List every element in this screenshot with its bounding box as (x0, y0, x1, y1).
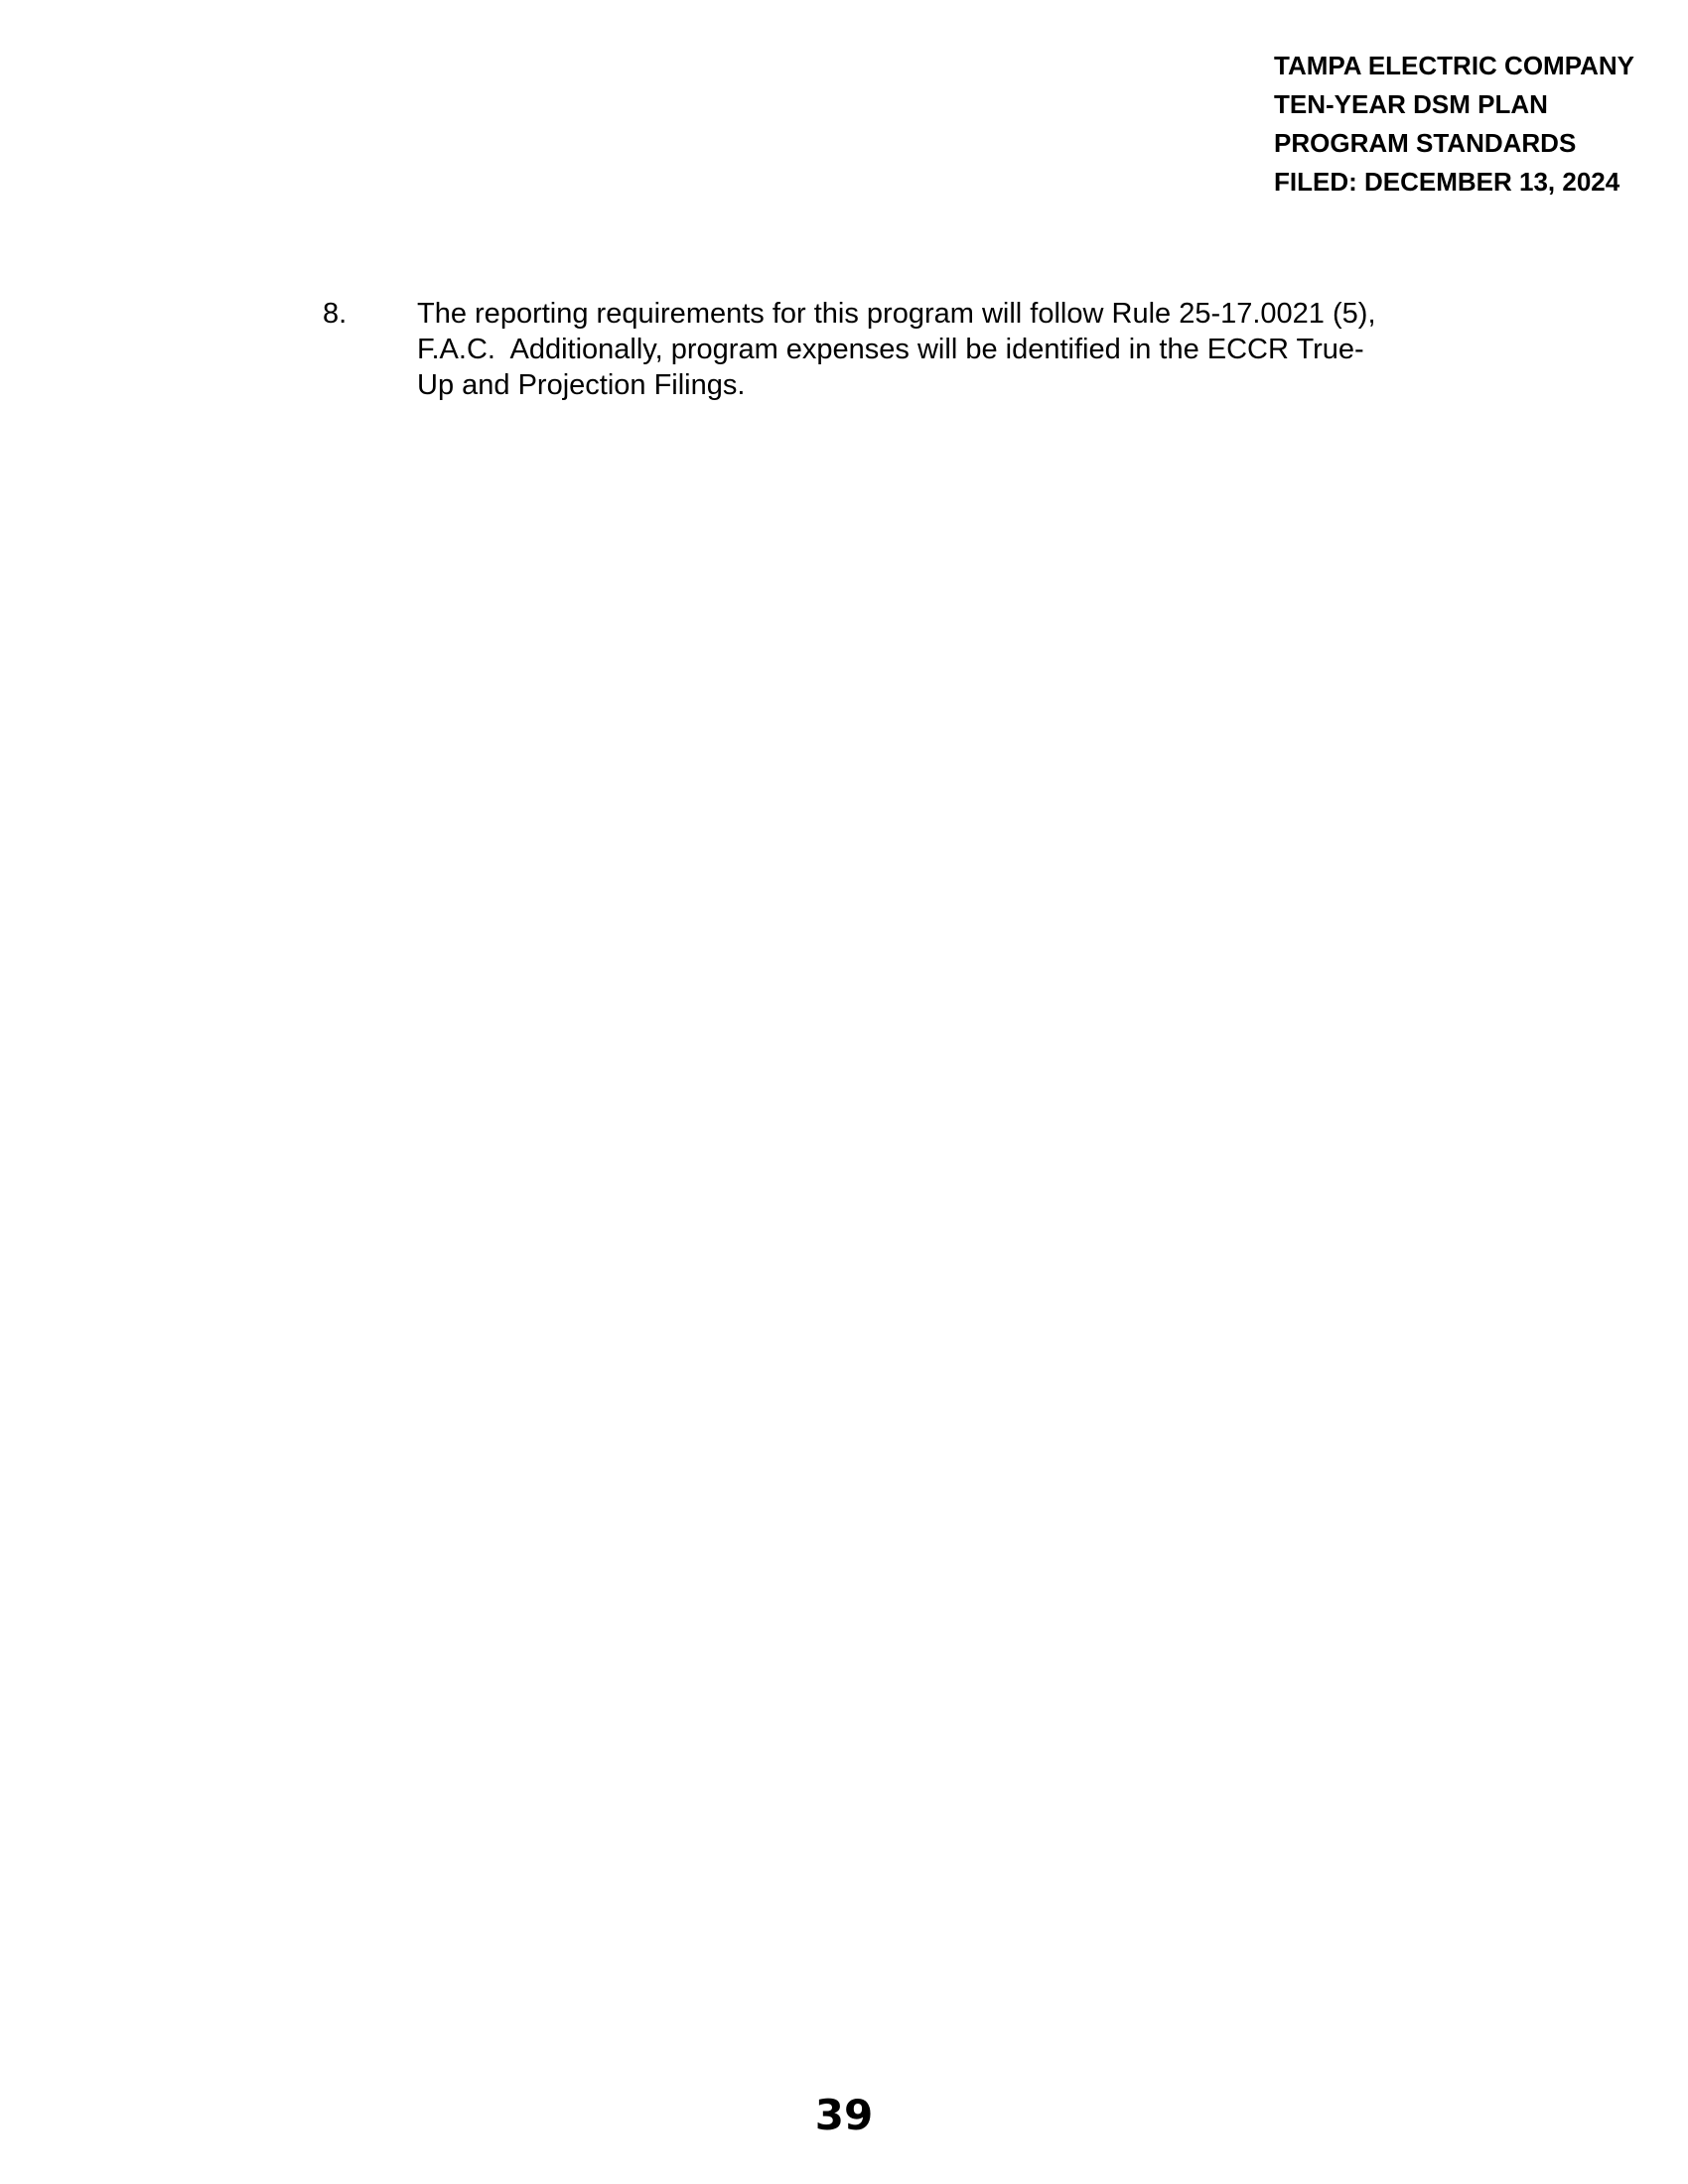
item-text (417, 296, 1450, 403)
item-text-line: F.A.C. Additionally, program expenses will be identified in the ECCR True- (417, 334, 1364, 365)
document-header (1274, 47, 1634, 202)
header-filed-date: FILED: DECEMBER 13, 2024 (1274, 167, 1620, 197)
page-number: 39 (814, 2091, 874, 2139)
header-section: PROGRAM STANDARDS (1274, 128, 1577, 158)
header-plan: TEN-YEAR DSM PLAN (1274, 89, 1548, 119)
header-company: TAMPA ELECTRIC COMPANY (1274, 51, 1635, 80)
item-number: 8. (323, 298, 348, 330)
item-text-line: The reporting requirements for this program will follow Rule 25-17.0021 (5), (417, 298, 1376, 330)
numbered-item (323, 296, 1475, 403)
item-text-line: Up and Projection Filings. (417, 369, 746, 401)
